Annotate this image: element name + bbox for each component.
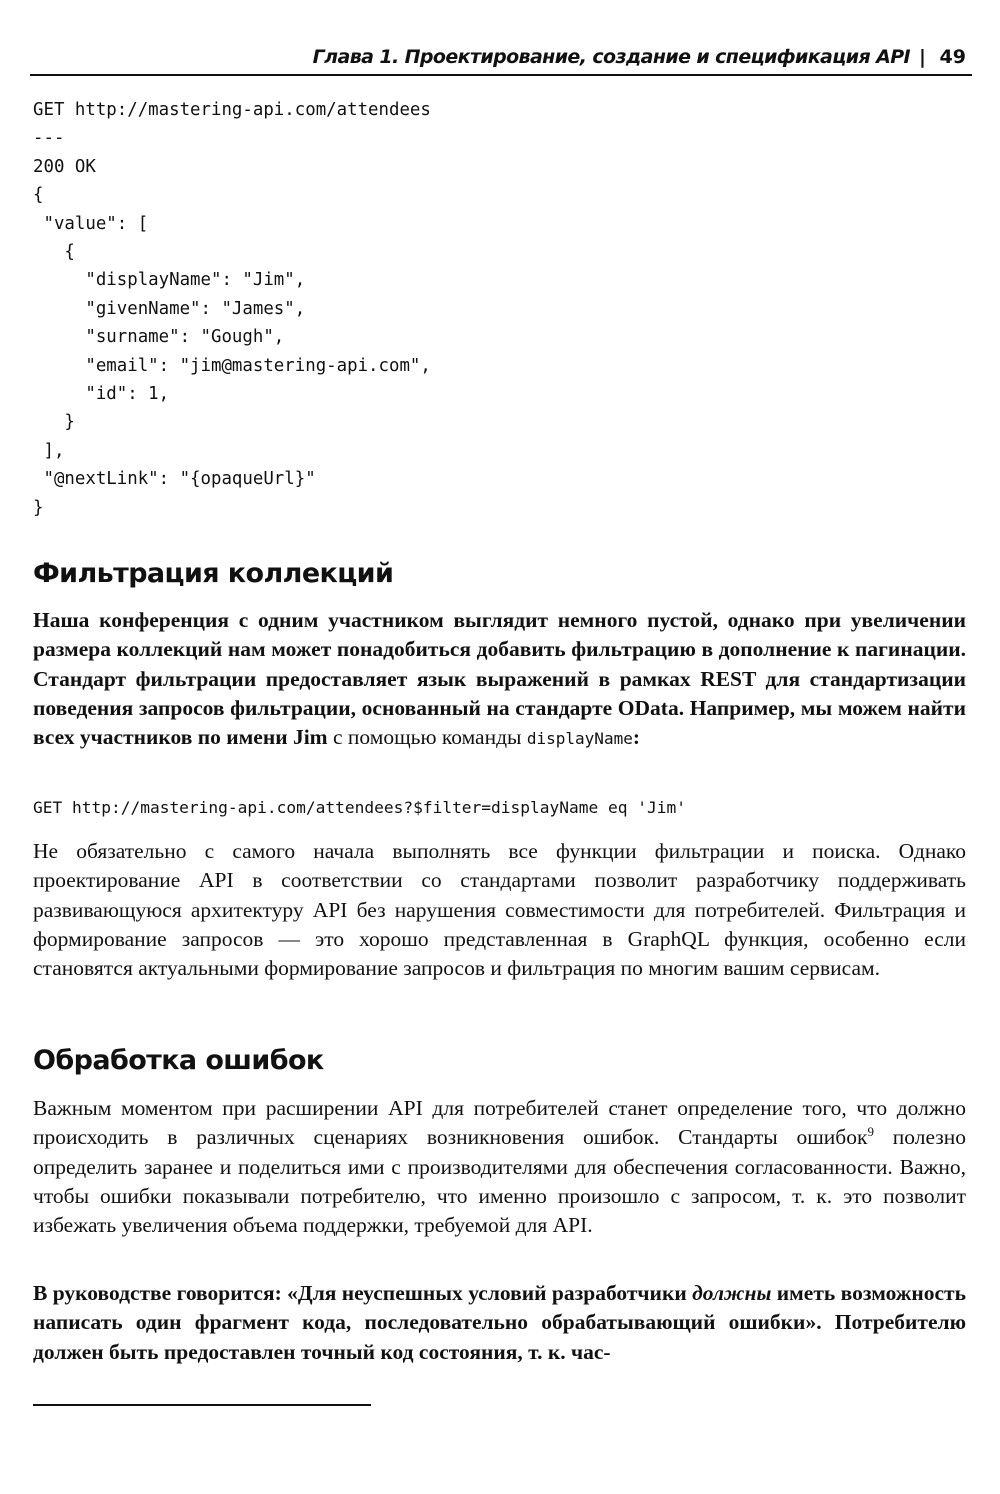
footnote-divider bbox=[33, 1404, 371, 1406]
paragraph-text-a: В руководстве говорится: «Для неуспешных условий разработчики bbox=[33, 1281, 693, 1305]
paragraph-filtering-intro bbox=[33, 606, 966, 753]
paragraph-filtering-details bbox=[33, 837, 966, 983]
paragraph-errors-guide bbox=[33, 1279, 966, 1367]
paragraph-text-b: иметь возможность написать один фрагмент кода, последовательно обрабатывающий ошибки». Потребителю должен быть предоставлен точный код состояния, т. к. час- bbox=[33, 1281, 966, 1364]
code-block: GET http://mastering-api.com/attendees --- 200 OK { "value": [ { "displayName": "Jim", "givenName": "James", "surname": "Gough", "email": "jim@mastering-api.com", "id": 1, } ], "@nextLink": "{opaqueUrl}" } bbox=[33, 100, 431, 518]
footnote-ref: 9 bbox=[867, 1124, 874, 1140]
running-header bbox=[30, 44, 972, 76]
filter-command: GET http://mastering-api.com/attendees?$filter=displayName eq 'Jim' bbox=[33, 798, 686, 817]
paragraph-tail: с помощью команды bbox=[332, 725, 522, 750]
chapter-title: Глава 1. Проектирование, создание и спецификация API bbox=[312, 46, 910, 68]
emphasis: должны bbox=[692, 1281, 772, 1305]
paragraph-text-b: полезно определить заранее и поделиться ими с производителями для обеспечения согласованности. Важно, чтобы ошибки показывали потребителю, что именно произошло с запросом, т. к. это позволит избежать увеличения объема поддержки, требуемой для API. bbox=[33, 1125, 966, 1238]
inline-code: displayName bbox=[526, 729, 633, 749]
paragraph-errors-intro bbox=[33, 1094, 966, 1240]
page-number: 49 bbox=[939, 46, 966, 68]
section-heading-filtering: Фильтрация коллекций bbox=[33, 558, 394, 589]
paragraph-end: : bbox=[632, 725, 641, 750]
paragraph-text: Не обязательно с самого начала выполнять все функции фильтрации и поиска. Однако проектирование API в соответствии со стандартами позволит разработчику поддерживать развивающуюся архитектуру API без нарушения совместимости для потребителей. Фильтрация и формирование запросов — это хорошо представленная в GraphQL функция, особенно если становятся актуальными формирование запросов и фильтрация по многим вашим сервисам. bbox=[33, 839, 966, 981]
header-separator: | bbox=[919, 46, 926, 68]
paragraph-text: Наша конференция с одним участником выглядит немного пустой, однако при увеличении размера коллекций нам может понадобиться добавить фильтрацию в дополнение к пагинации. Стандарт фильтрации предоставляет язык выражений в рамках REST для стандартизации поведения запросов фильтрации, основанный на стандарте OData. Например, мы можем найти всех участников по имени Jim bbox=[33, 608, 966, 750]
paragraph-text-a: Важным моментом при расширении API для потребителей станет определение того, что должно происходить в различных сценариях возникновения ошибок. Стандарты ошибок bbox=[33, 1096, 966, 1150]
section-heading-errors: Обработка ошибок bbox=[33, 1045, 324, 1076]
